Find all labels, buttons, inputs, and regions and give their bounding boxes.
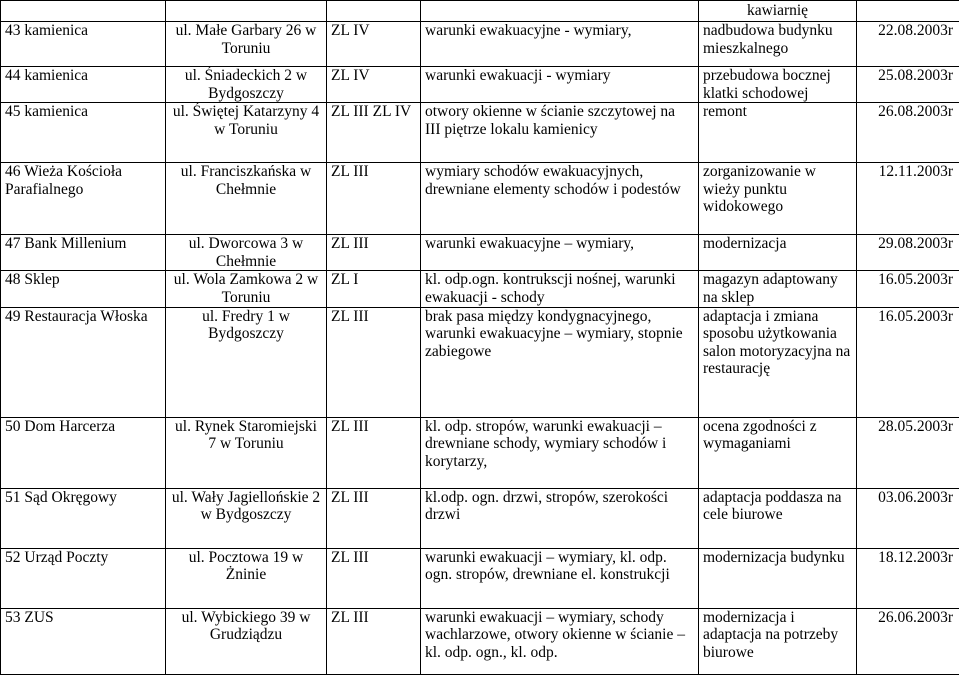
cell-date: 28.05.2003r bbox=[857, 417, 959, 488]
table-row bbox=[1, 548, 959, 608]
cell-date: 16.05.2003r bbox=[857, 271, 959, 307]
cell-date: 12.11.2003r bbox=[857, 163, 959, 235]
cell-zone: ZL III bbox=[327, 608, 421, 674]
cell-scope: kl. odp.ogn. kontrukscji nośnej, warunki ewakuacji - schody bbox=[421, 271, 699, 307]
table-row bbox=[1, 271, 959, 307]
cell-date: 18.12.2003r bbox=[857, 548, 959, 608]
cell-address: ul. Śniadeckich 2 w Bydgoszczy bbox=[166, 67, 327, 103]
cell-number-name: 52 Urząd Poczty bbox=[1, 548, 166, 608]
cell-scope: kl. odp. stropów, warunki ewakuacji – drewniane schody, wymiary schodów i korytarzy, bbox=[421, 417, 699, 488]
cell-scope: warunki ewakuacyjne – wymiary, bbox=[421, 235, 699, 271]
cell-empty bbox=[327, 1, 421, 22]
cell-work-type: ocena zgodności z wymaganiami bbox=[699, 417, 857, 488]
table-row bbox=[1, 103, 959, 163]
cell-work-type: magazyn adaptowany na sklep bbox=[699, 271, 857, 307]
cell-work-type: remont bbox=[699, 103, 857, 163]
cell-scope: warunki ewakuacyjne - wymiary, bbox=[421, 22, 699, 67]
cell-address: ul. Małe Garbary 26 w Toruniu bbox=[166, 22, 327, 67]
table-row-top-fragment bbox=[1, 1, 959, 22]
table-row bbox=[1, 67, 959, 103]
cell-scope: warunki ewakuacji – wymiary, kl. odp. ogn. stropów, drewniane el. konstrukcji bbox=[421, 548, 699, 608]
cell-number-name: 43 kamienica bbox=[1, 22, 166, 67]
cell-scope: otwory okienne w ścianie szczytowej na III piętrze lokalu kamienicy bbox=[421, 103, 699, 163]
cell-empty bbox=[1, 1, 166, 22]
cell-number-name: 47 Bank Millenium bbox=[1, 235, 166, 271]
cell-date: 26.06.2003r bbox=[857, 608, 959, 674]
table-row bbox=[1, 488, 959, 548]
cell-zone: ZL III bbox=[327, 307, 421, 417]
cell-address: ul. Wola Zamkowa 2 w Toruniu bbox=[166, 271, 327, 307]
cell-zone: ZL IV bbox=[327, 67, 421, 103]
cell-number-name: 48 Sklep bbox=[1, 271, 166, 307]
cell-number-name: 44 kamienica bbox=[1, 67, 166, 103]
cell-work-type: modernizacja bbox=[699, 235, 857, 271]
cell-date: 26.08.2003r bbox=[857, 103, 959, 163]
cell-zone: ZL IV bbox=[327, 22, 421, 67]
cell-scope: warunki ewakuacji - wymiary bbox=[421, 67, 699, 103]
cell-empty bbox=[421, 1, 699, 22]
table-row bbox=[1, 307, 959, 417]
table-row bbox=[1, 417, 959, 488]
cell-work-type: nadbudowa budynku mieszkalnego bbox=[699, 22, 857, 67]
cell-number-name: 51 Sąd Okręgowy bbox=[1, 488, 166, 548]
cell-work-type: adaptacja i zmiana sposobu użytkowania salon motoryzacyjna na restaurację bbox=[699, 307, 857, 417]
table-row bbox=[1, 608, 959, 674]
cell-work-type: modernizacja budynku bbox=[699, 548, 857, 608]
cell-address: ul. Franciszkańska w Chełmnie bbox=[166, 163, 327, 235]
cell-number-name: 46 Wieża Kościoła Parafialnego bbox=[1, 163, 166, 235]
cell-empty bbox=[166, 1, 327, 22]
cell-number-name: 50 Dom Harcerza bbox=[1, 417, 166, 488]
cell-scope: wymiary schodów ewakuacyjnych, drewniane elementy schodów i podestów bbox=[421, 163, 699, 235]
cell-zone: ZL III bbox=[327, 548, 421, 608]
cell-zone: ZL III ZL IV bbox=[327, 103, 421, 163]
cell-zone: ZL III bbox=[327, 163, 421, 235]
cell-work-type: adaptacja poddasza na cele biurowe bbox=[699, 488, 857, 548]
cell-work-type: przebudowa bocznej klatki schodowej bbox=[699, 67, 857, 103]
cell-work-type: zorganizowanie w wieży punktu widokowego bbox=[699, 163, 857, 235]
cell-date: 22.08.2003r bbox=[857, 22, 959, 67]
cell-scope: warunki ewakuacji – wymiary, schody wachlarzowe, otwory okienne w ścianie – kl. odp. ogn., kl. odp. bbox=[421, 608, 699, 674]
cell-zone: ZL III bbox=[327, 417, 421, 488]
cell-zone: ZL III bbox=[327, 235, 421, 271]
table-row bbox=[1, 163, 959, 235]
cell-scope: brak pasa między kondygnacyjnego, warunki ewakuacyjne – wymiary, stopnie zabiegowe bbox=[421, 307, 699, 417]
cell-work-type: kawiarnię bbox=[699, 1, 857, 22]
cell-scope: kl.odp. ogn. drzwi, stropów, szerokości drzwi bbox=[421, 488, 699, 548]
cell-zone: ZL III bbox=[327, 488, 421, 548]
cell-empty bbox=[857, 1, 959, 22]
cell-date: 16.05.2003r bbox=[857, 307, 959, 417]
cell-address: ul. Dworcowa 3 w Chełmnie bbox=[166, 235, 327, 271]
cell-work-type: modernizacja i adaptacja na potrzeby biurowe bbox=[699, 608, 857, 674]
cell-zone: ZL I bbox=[327, 271, 421, 307]
cell-address: ul. Rynek Staromiejski 7 w Toruniu bbox=[166, 417, 327, 488]
cell-number-name: 53 ZUS bbox=[1, 608, 166, 674]
cell-address: ul. Fredry 1 w Bydgoszczy bbox=[166, 307, 327, 417]
cell-address: ul. Wały Jagiellońskie 2 w Bydgoszczy bbox=[166, 488, 327, 548]
cell-address: ul. Wybickiego 39 w Grudziądzu bbox=[166, 608, 327, 674]
cell-number-name: 45 kamienica bbox=[1, 103, 166, 163]
cell-address: ul. Świętej Katarzyny 4 w Toruniu bbox=[166, 103, 327, 163]
cell-number-name: 49 Restauracja Włoska bbox=[1, 307, 166, 417]
cell-date: 03.06.2003r bbox=[857, 488, 959, 548]
table-row bbox=[1, 22, 959, 67]
cell-address: ul. Pocztowa 19 w Żninie bbox=[166, 548, 327, 608]
cell-date: 25.08.2003r bbox=[857, 67, 959, 103]
table-row bbox=[1, 235, 959, 271]
cell-date: 29.08.2003r bbox=[857, 235, 959, 271]
